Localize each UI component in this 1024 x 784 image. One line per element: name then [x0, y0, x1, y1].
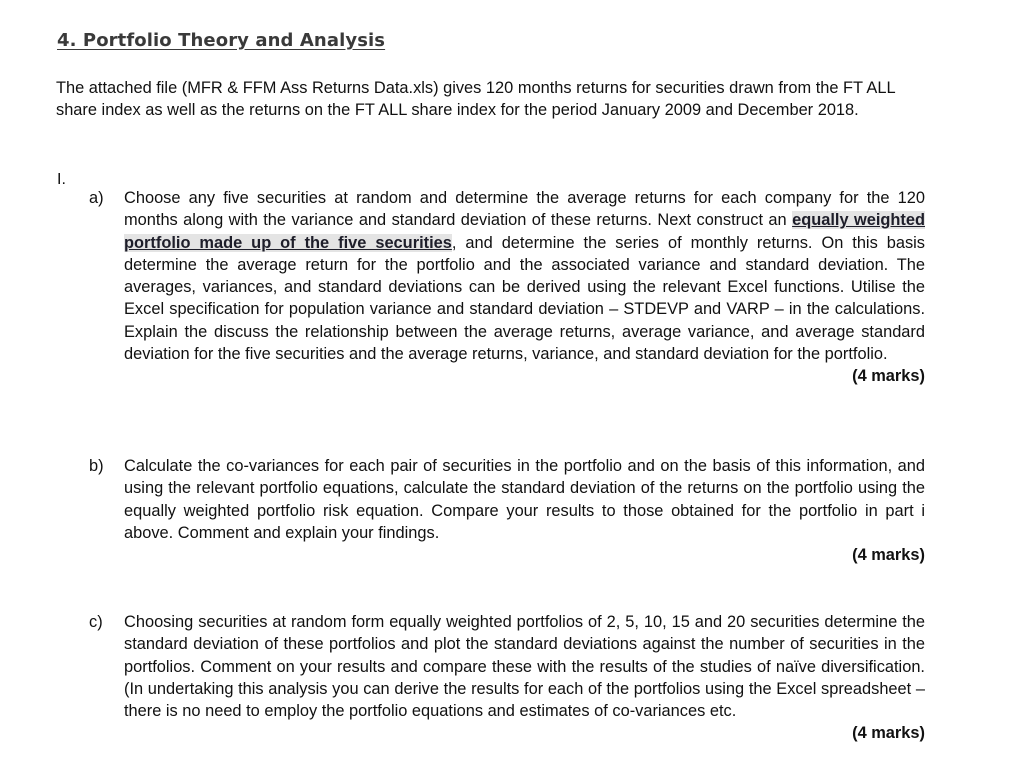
question-a-text-after: , and determine the series of monthly returns. On this basis determine the average return for the portfolio and the associated variance and standard deviation. The averages, variances, and standard deviations can be derived using the relevant Excel functions. Utilise the Excel specification for population variance and standard deviation – STDEVP and VARP – in the calculations. Explain the discuss the relationship between the average returns, average variance, and average standard deviation for the five securities and the average returns, variance, and standard deviation for the portfolio. [124, 233, 925, 364]
question-c-body: Choosing securities at random form equally weighted portfolios of 2, 5, 10, 15 and 20 securities determine the standard deviation of these portfolios and plot the standard deviations against the number of securities in the portfolios. Comment on your results and compare these with the results of the studies of naïve diversification. (In undertaking this analysis you can derive the results for each of the portfolios using the Excel spreadsheet – there is no need to employ the portfolio equations and estimates of co-variances etc. [124, 613, 925, 721]
question-b-label: b) [89, 457, 104, 475]
question-a-marks: (4 marks) [852, 367, 925, 386]
part-label: I. [57, 171, 66, 188]
intro-paragraph: The attached file (MFR & FFM Ass Returns Data.xls) gives 120 months returns for securities drawn from the FT ALL share index as well as the returns on the FT ALL share index for the period January 2009 and December 2018. [56, 79, 895, 119]
question-b-text [124, 455, 925, 566]
question-b-body: Calculate the co-variances for each pair of securities in the portfolio and on the basis of this information, and using the relevant portfolio equations, calculate the standard deviation of the returns on the portfolio using the equally weighted portfolio risk equation. Compare your results to those obtained for the portfolio in part i above. Comment and explain your findings. [124, 457, 925, 542]
question-a-text-before: Choose any five securities at random and determine the average returns for each company for the 120 months along with the variance and standard deviation of these returns. Next construct an [124, 189, 925, 230]
question-a-text [124, 187, 925, 388]
section-heading: 4. Portfolio Theory and Analysis [57, 30, 386, 51]
question-a-label: a) [89, 189, 104, 207]
question-a-highlight: equally weighted portfolio made up of the five securities [124, 211, 926, 252]
question-c-label: c) [89, 613, 103, 631]
question-b-marks: (4 marks) [852, 546, 925, 565]
question-c-marks: (4 marks) [852, 724, 925, 743]
question-c-text [124, 611, 925, 745]
